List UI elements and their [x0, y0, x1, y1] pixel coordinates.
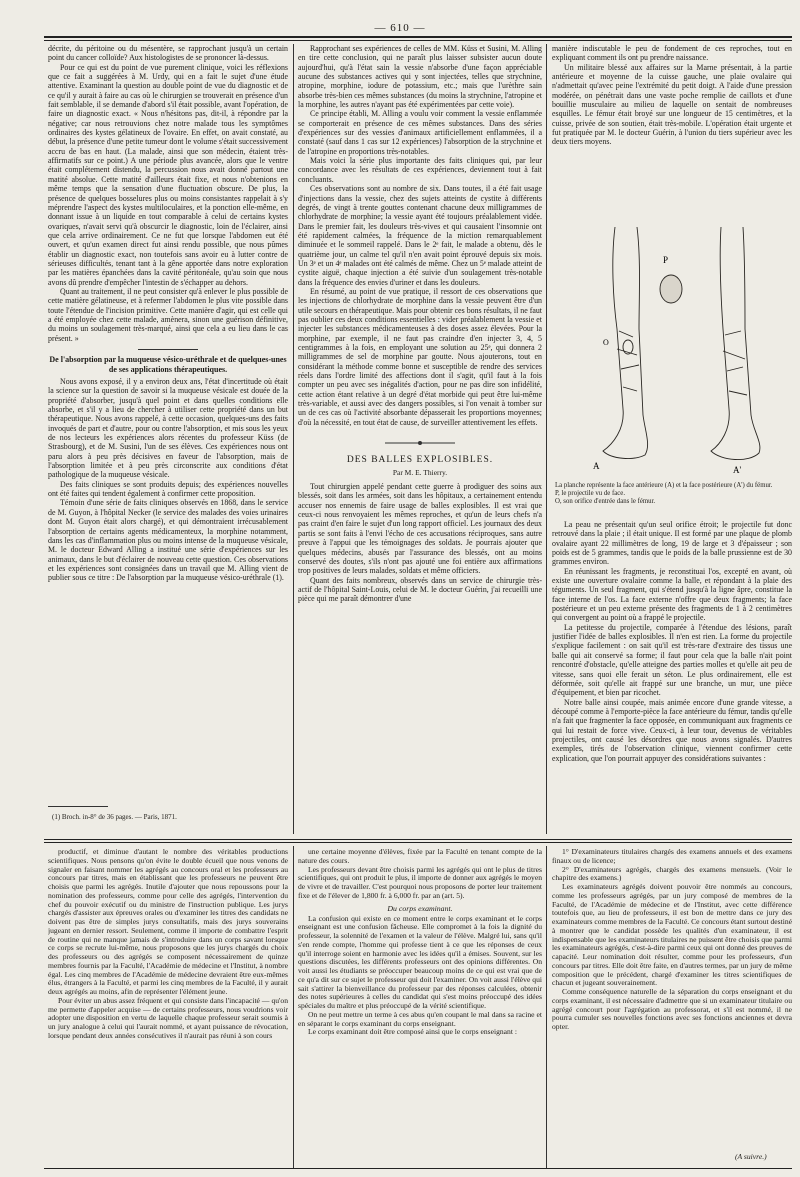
caption-line: O, son orifice d'entrée dans le fémur.	[555, 498, 656, 506]
paragraph: manière indiscutable le peu de fondement de ces reproches, tout en expliquant comment ils ont pu prendre naissance.	[552, 44, 792, 63]
paragraph: La confusion qui existe en ce moment entre le corps examinant et le corps enseignant est une confusion fâcheuse. Elle compromet à la fois la dignité du professeur, la solennité de l'examen et la valeur de l'élève. Malgré lui, sans qu'il s'en rende compte, l'homme qui professe tient à ce que les réponses de ceux qu'il interroge soient en harmonie avec les idées qu'il a émises. Souvent, sur les questions discutées, les différents professeurs ont des opinions différentes. On voit aussi les étudiants se préoccuper beaucoup moins de ce qui est vrai que de ce qu'a dit sur ce sujet le professeur qui doit l'examiner. On voit aussi l'élève qui sait s'attirer la bienveillance du professeur par des réponses calculées, obtenir des notes supérieures à celles du candidat qui s'est moins préoccupé des idées spéciales du maître et plus préoccupé de la vérité scientifique.	[298, 913, 542, 1010]
femur-posterior-drawing	[711, 227, 760, 460]
paragraph: Comme conséquence naturelle de la séparation du corps enseignant et du corps examinant, il est nécessaire d'admettre que si un examinateur titulaire ou agrégé concourt pour l'agrégation au professorat, et s'il est nommé, il ne pourra cumuler ses nouvelles fonctions avec ses fonctions anciennes et devra opter.	[552, 987, 792, 1031]
column-divider	[293, 846, 294, 1168]
column-1	[48, 44, 288, 789]
column-divider	[293, 44, 294, 834]
column-3	[552, 44, 792, 214]
paragraph: productif, et diminue d'autant le nombre des véritables productions scientifiques. Nous pensons qu'on évite le double écueil que nous venons de signaler en faisant nommer les agrégés au concours oral et les professeurs au concours par titres, mais en établissant que les professeurs ne peuvent être choisis que parmi les agrégés. Inutile d'ajouter que nous repoussons pour la nomination des professeurs, comme pour celle des agrégés, l'intervention du chef du pouvoir exécutif ou du ministre de l'instruction publique. Les jurys chargés d'assister aux épreuves orales ou d'examiner les titres des candidats ne doivent pas être de simples jurys consultatifs, mais des jurys souverains jugeant en dernier ressort. Seulement, comme il importe de combattre l'esprit de routine qui ne manque jamais de s'introduire dans un corps savant lorsque ce corps se recrute lui-même, nous proposons que les jurys chargés du choix des professeurs ou des agrégés se composent nécessairement de quinze membres fournis par la Faculté, l'Académie de médecine et l'Institut, à nombre égal. Les cinq membres de l'Académie de médecine devraient être eux-mêmes élus, étrangers à la Faculté, et parmi les cinq membres de la Faculté, il y aurait deux agrégés au moins, afin de représenter l'élément jeune.	[48, 848, 288, 996]
paragraph: On ne peut mettre un terme à ces abus qu'en coupant le mal dans sa racine et en séparant le corps examinant du corps enseignant.	[298, 1009, 542, 1028]
page-number: — 610 —	[374, 22, 426, 34]
projectile-drawing	[660, 275, 682, 303]
paragraph: Pour éviter un abus assez fréquent et qui consiste dans l'incapacité — qu'on me permette d'appeler acquise — de certains professeurs, nous voudrions voir adopter une disposition en vertu de laquelle chaque professeur serait soumis à un jury analogue à celui qui l'aurait nommé, et ayant puissance de révocation, lorsque pendant deux années consécutives il n'aurait pas réuni à son cours	[48, 995, 288, 1040]
bottom-column-1	[48, 848, 288, 1168]
paragraph: Les professeurs devant être choisis parmi les agrégés qui ont le plus de titres scientifiques, qui ont produit le plus, il importe de donner aux agrégés le moyen de vivre et de travailler. C'est pourquoi nous proposons de porter leur traitement fixe et de l'élever de 1,800 fr. à 6,000 fr. par an (art. 5).	[298, 864, 542, 900]
column-divider	[546, 44, 547, 834]
section-divider	[44, 839, 792, 840]
paragraph: En réunissant les fragments, je reconstituai l'os, excepté en avant, où existe une ouverture ovalaire comme la balle, et répondant à la plaie des téguments. Un seul fragment, qui s'étend jusqu'à la ligne âpre, constitue la face interne de l'os. La face externe n'offre que deux fragments; la face postérieure et un peu externe présente des fragments de 1 à 2 centimètres qui convergent au point où a frappé le projectile.	[552, 566, 792, 623]
column-2	[298, 44, 542, 834]
caption-line: La planche représente la face antérieure (A) et la face postérieure (A') du fémur.	[555, 482, 773, 489]
header-rule	[44, 36, 792, 38]
article-title: DES BALLES EXPLOSIBLES.	[346, 455, 494, 466]
paragraph: Ces observations sont au nombre de six. Dans toutes, il a été fait usage d'injections dans la vessie, chez des sujets atteints de cystite à différents degrés, de vingt à trente gouttes contenant chacune deux milligrammes de chlorhydrate de morphine; la vessie ayant été toujours préalablement vidée. Dans le premier fait, les douleurs très-vives et qui causaient l'insomnie ont été rapidement calmées, la fréquence de la miction remarquablement diminuée et le sommeil rappelé. Dans le 2ᵉ fait, le malade a obtenu, dès le quatrième jour, un calme tel qu'il n'en avait point éprouvé depuis six mois. Un 3ᵉ et un 4ᵉ malades ont été calmés de même. Chez un 5ᵉ malade atteint de cystite aiguë, chaque injection a été suivie d'un soulagement très-notable dans la fréquence des envies d'uriner et dans les douleurs.	[298, 184, 542, 287]
ornament-rule-icon	[385, 440, 455, 446]
paragraph: Notre balle ainsi coupée, mais animée encore d'une grande vitesse, a découpé comme à l'emporte-pièce la face antérieure du fémur, tandis qu'elle n'a fait que fragmenter la face opposée, en communiquant aux fragments ce qui lui restait de force vive. Ceux-ci, à leur tour, devenus de véritables projectiles, ont causé les désordres que nous avons signalés. D'autres exemples, tirés de l'observation clinique, viennent confirmer cette explication, que l'on pourrait appuyer des considérations suivantes :	[552, 697, 792, 763]
section-divider-thin	[44, 842, 792, 843]
paragraph: 2° D'examinateurs agrégés, chargés des examens mensuels. (Voir le chapitre des examens.)	[552, 864, 792, 883]
paragraph: Un militaire blessé aux affaires sur la Marne présentait, à la partie antérieure et moyenne de la cuisse gauche, une plaie ovalaire qui n'admettait qu'avec peine l'extrémité du petit doigt. A l'aide d'une pression modérée, on pénétrait dans une vaste poche remplie de caillots et d'une bouillie musculaire au milieu de laquelle on sentait de nombreuses esquilles. Le fémur était broyé sur une longueur de 15 centimètres, et la cuisse, privée de son soutien, était très-mobile. L'opération était urgente et fut pratiquée par M. le docteur Guérin, à l'union du tiers supérieur avec les deux tiers moyens.	[552, 62, 792, 147]
bottom-column-2	[298, 848, 542, 1168]
footnote-rule	[48, 806, 108, 807]
femur-anterior-drawing	[603, 227, 648, 458]
label-o: O	[603, 338, 609, 347]
byline: Par M. E. Thierry.	[392, 468, 448, 478]
column-divider	[546, 846, 547, 1168]
column-3-continued	[552, 520, 792, 834]
caption-line: P, le projectile vu de face.	[555, 490, 626, 498]
paragraph: Nous avons exposé, il y a environ deux ans, l'état d'incertitude où était la science sur la question de savoir si la muqueuse vésicale est douée de la propriété d'absorber, jusqu'à quel point et dans quelles conditions elle absorbe, et s'il y a lieu de chercher à utiliser cette propriété dans un but thérapeutique. Nous avons rappelé, à cette occasion, quelques-uns des faits invoqués de part et d'autre, pour ou contre l'absorption, et mis sous les yeux de nos lecteurs les expériences alors récentes du professeur Küss (de Strasbourg), et de M. Susini, l'un de ses élèves. Ces expériences nous ont paru alors à peu près décisives en faveur de l'absorption, mais de l'absorption limitée et à peu près circonscrite aux conditions d'état pathologique de la muqueuse vésicale.	[48, 377, 288, 480]
section-rule	[138, 349, 198, 350]
footer-rule	[44, 1168, 792, 1169]
paragraph: En résumé, au point de vue pratique, il ressort de ces observations que les injections de chlorhydrate de morphine dans la vessie peuvent être d'un utile secours en thérapeutique. Mais pour obtenir ces bons résultats, il ne faut pas oublier ces deux conditions essentielles : vider préalablement la vessie et injecter les substances médicamenteuses à des doses assez élevées. Pour la morphine, par exemple, il ne faut pas craindre d'en injecter 3, 4, 5 centigrammes à la fois, en employant une solution au 25ᵉ, qui donnera 2 milligrammes de sel de morphine par goutte. Nous ajouterons, tout en considérant la méthode comme bonne et susceptible de rendre des services réels dans l'ordre limité des affections dont il s'agit, qu'il faut à la fois compter un peu avec ses inégalités d'action, pour ne pas dire son infidélité, cette action étant relative à un degré d'état morbide qui peut être lui-même très-variable, et aussi avec des dangers possibles, si l'on venait à tomber sur un de ces cas où l'activité absorbante dépasserait les proportions moyennes; d'où la nécessité, en tout état de cause, de surveiller attentivement les effets.	[298, 286, 542, 427]
paragraph: La petitesse du projectile, comparée à l'étendue des lésions, paraît justifier l'idée de balles explosibles. Il n'en est rien. La forme du projectile s'explique facilement : on sait qu'il est très-rare d'extraire des tissus une balle qui ait conservé sa forme; il faut pour cela que la balle n'ait point rencontré d'obstacle, qu'elle atteigne des parties molles et qu'elle ait peu de vitesse, sans quoi elle ferait un séton. Le plus ordinairement, elle est déformée, soit qu'elle ait frappé sur une branche, un mur, une pièce d'équipement, et bien par ricochet.	[552, 622, 792, 698]
figure-caption	[555, 482, 791, 507]
paragraph: Tout chirurgien appelé pendant cette guerre à prodiguer des soins aux blessés, soit dans les armées, soit dans les hôpitaux, a certainement entendu accuser nos ennemis de faire usage de balles explosibles. Il est vrai que ceux-ci nous renvoyaient les mêmes reproches, et qu'un de leurs chefs n'a pas craint d'en faire le sujet d'un long rapport officiel. Les journaux des deux partis se sont faits à l'envi l'écho de ces accusations réciproques, sans autre preuve à l'appui que les témoignages des soldats. Je pourrais ajouter que quelques médecins, abusés par l'assurance des blessés, ont au moins conservé des doutes, s'ils n'ont pas ajouté une foi entière aux affirmations trop positives de leurs malades, soldats et même officiers.	[298, 482, 542, 576]
paragraph: Les examinateurs agrégés doivent pouvoir être nommés au concours, comme les professeurs agrégés, par un jury composé de membres de la Faculté, de l'Académie de médecine et de l'Institut, avec cette différence toutefois que, au lieu de professeurs, il est bon de mettre dans ce jury des examinateurs comme membres de la Faculté. Ce concours étant surtout destiné à montrer que le candidat possède les qualités d'un examinateur, il est indispensable que les examinateurs titulaires ne puissent être choisis que parmi les examinateurs agrégés, c'est-à-dire parmi ceux qui ont donné des preuves de capacité. Leur nomination doit résulter, comme pour les professeurs, d'un concours par titres. Elle doit être faite, en d'autres termes, par un jury de même composition que le précédent, chargé d'examiner les titres scientifiques de chacun et jugeant souverainement.	[552, 882, 792, 988]
label-p: P	[663, 255, 669, 265]
paragraph: Rapprochant ses expériences de celles de MM. Küss et Susini, M. Alling en tire cette conclusion, qui ne paraît plus laisser subsister aucun doute aujourd'hui, qu'à l'état sain la vessie n'absorbe d'une façon appréciable aucune des substances actives qui y sont injectées, telles que strychnine, atropine, morphine, iodure de potassium, etc.; mais que l'urèthre sain absorbe très-bien ces mêmes substances (du moins la strychnine, l'atropine et la morphine, les autres n'ayant pas été expérimentées par cette voie).	[298, 44, 542, 110]
paragraph: Pour ce qui est du point de vue purement clinique, voici les réflexions que ce fait a suggérées à M. Urdy, qui en a fait le sujet d'une étude attentive. Examinant la question au double point de vue du diagnostic et de ce qu'il y aurait à faire au cas où le chirurgien se trouverait en présence d'un fait semblable, il se demande d'abord s'il était possible, avant l'opération, de faire un diagnostic exact. « Nous n'hésitons pas, dit-il, à répondre par la négative; car nous retrouvions chez notre malade tous les symptômes ordinaires des kystes gélatineux de l'ovaire. En effet, on avait constaté, au début, la présence d'une petite tumeur dont le volume s'était successivement accru de bas en haut. (La malade, ainsi que son médecin, étaient très-affirmatifs sur ce point.) A une période plus avancée, alors que le ventre était complétement distendu, la percussion nous avait donné partout une matité absolue. Cette matité d'ailleurs était fixe, et nous n'obtenions en même temps que la sensation d'une fluctuation obscure. De plus, la présence de quelques bosselures plus ou moins consistantes rappelait à s'y méprendre l'aspect des kystes multiloculaires, et la ponction elle-même, en donnant issue à un liquide en tout comparable à celui de certains kystes ovariques, n'avait servi qu'à obscurcir le diagnostic, loin de l'éclairer, ainsi que cela arrive ordinairement. Ce ne fut que lorsque l'abdomen eut été ouvert, et qu'un examen direct fut ainsi rendu possible, que nous pûmes établir un diagnostic exact, non toutefois sans avoir eu à lutter contre de sérieuses difficultés, tenant tant à la gêne apportée dans notre exploration par les matières épanchées dans la cavité péritonéale, qu'au soin que nous avons dû prendre d'empêcher l'intestin de s'échapper au dehors.	[48, 62, 288, 287]
label-a: A	[593, 461, 600, 471]
subsection-heading: Du corps examinant.	[387, 903, 453, 913]
paragraph: décrite, du péritoine ou du mésentère, se rapprochant jusqu'à un certain point du cancer colloïde? Aux histologistes de se prononcer là-dessus.	[48, 44, 288, 63]
bottom-column-3	[552, 848, 792, 1148]
paragraph: Quant au traitement, il ne peut consister qu'à enlever le plus possible de cette matière gélatineuse, et à refermer l'abdomen le plus vite possible dans toute l'étendue de l'incision primitive. Cette manière d'agir, qui est celle qui a été employée chez cette malade, amènera, sinon une guérison définitive, du moins un soulagement très-marqué, ainsi que cela a eu lieu dans le cas présent. »	[48, 286, 288, 343]
paragraph: Quant des faits nombreux, observés dans un service de chirurgie très-actif de l'hôpital Saint-Louis, celui de M. le docteur Guérin, j'ai recueilli une pièce qui me paraît démontrer d'une	[298, 575, 542, 604]
femur-figure	[553, 219, 793, 479]
paragraph: Mais voici la série plus importante des faits cliniques qui, par leur concordance avec les résultats de ces expériences, deviennent tout à fait concluants.	[298, 156, 542, 184]
paragraph: La peau ne présentait qu'un seul orifice étroit; le projectile fut donc retrouvé dans la plaie ; il était unique. Il est formé par une plaque de plomb ovalaire ayant 22 millimètres de long, 19 de large et 3 d'épaisseur ; son poids est de 5 grammes, tandis que le poids de la balle prussienne est de 30 grammes environ.	[552, 520, 792, 567]
header-rule-thin	[44, 40, 792, 41]
paragraph: une certaine moyenne d'élèves, fixée par la Faculté en tenant compte de la nature des cours.	[298, 848, 542, 865]
paragraph: Témoin d'une série de faits cliniques observés en 1868, dans le service de M. Guyon, à l'hôpital Necker (le service des malades des voies urinaires dont M. Guyon était alors chargé), et qui démontraient irrécusablement l'absorption de certains agents médicamenteux, la morphine notamment, dans les cas d'inflammation plus ou moins intense de la muqueuse vésicale, M. le docteur Edward Alling a institué une série d'expériences sur les animaux, dans le but d'éclairer de nouveau cette question. Ces observations et les expériences sont consignées dans un travail que M. Alling vient de publier sous ce titre : De l'absorption par la muqueuse vésico-uréthrale (1).	[48, 498, 288, 583]
footnote: (1) Broch. in-8° de 36 pages. — Paris, 1871.	[52, 813, 177, 821]
paragraph: Le corps examinant doit être composé ainsi que le corps enseignant :	[308, 1027, 517, 1037]
to-be-continued: (A suivre.)	[735, 1152, 767, 1161]
section-heading: De l'absorption par la muqueuse vésico-uréthrale et de quelques-unes de ses applications thérapeutiques.	[49, 355, 287, 374]
label-a-prime: A'	[733, 465, 742, 475]
paragraph: Ce principe établi, M. Alling a voulu voir comment la vessie enflammée se comporterait en présence de ces mêmes substances. Dans des séries d'expériences sur des vessies d'animaux artificiellement enflammées, il a constaté (sauf dans 1 cas sur 12 expériences) l'absorption de la strychnine et de l'atropine en proportions très-notables.	[298, 109, 542, 156]
paragraph: 1° D'examinateurs titulaires chargés des examens annuels et des examens finaux ou de licence;	[552, 848, 792, 865]
ornament	[298, 433, 542, 451]
paragraph: Des faits cliniques se sont produits depuis; des expériences nouvelles ont été faites qui tendent également à confirmer cette proposition.	[48, 479, 288, 499]
